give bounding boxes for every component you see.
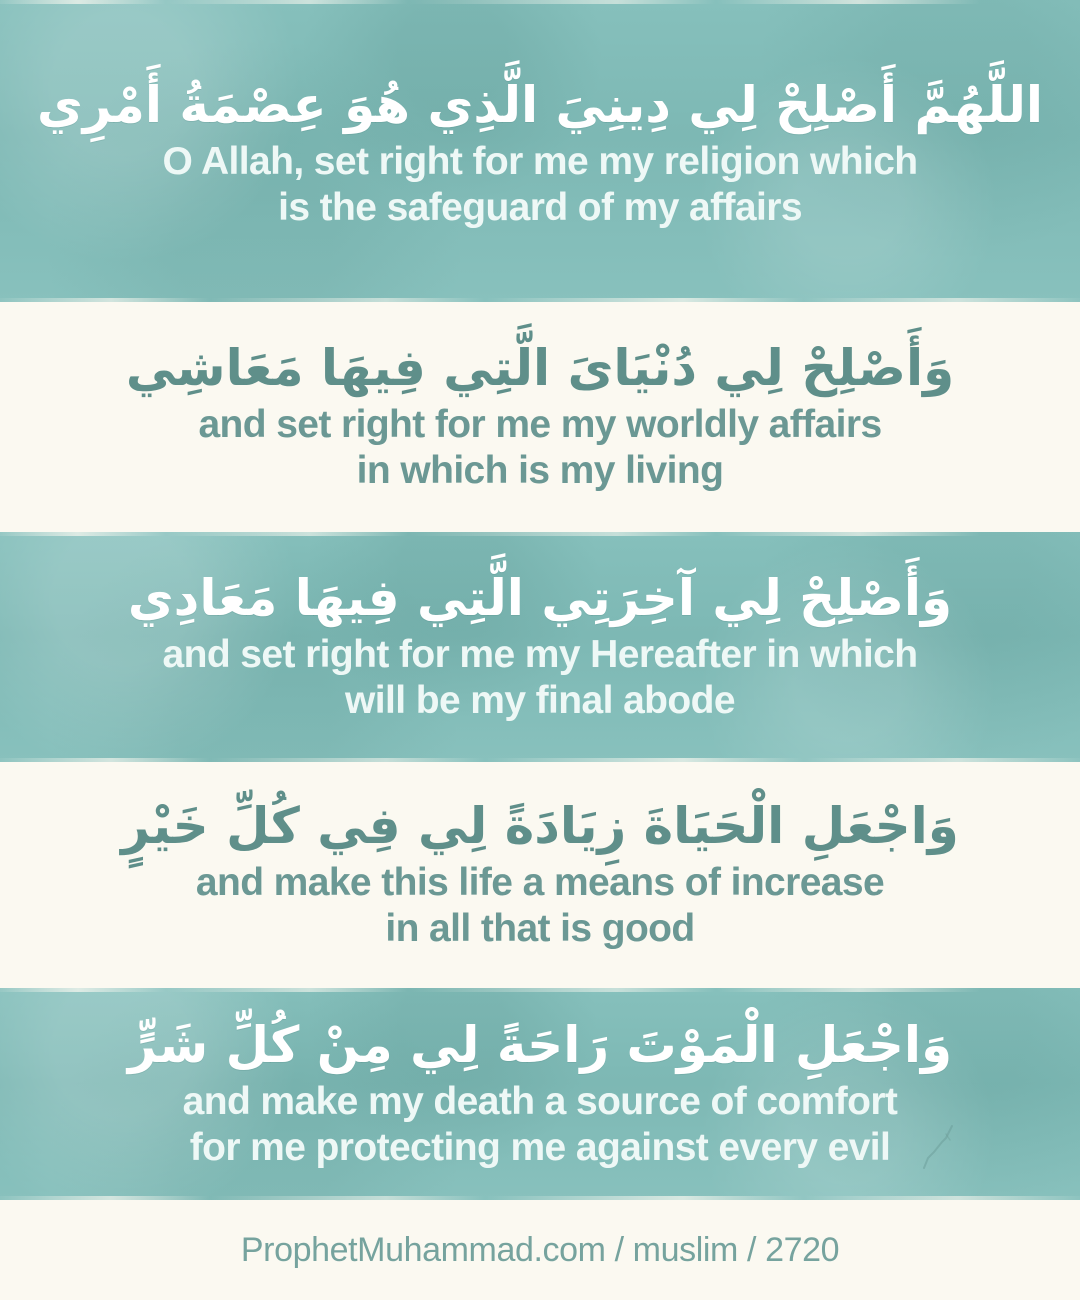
arabic-line-2: وَأَصْلِحْ لِي دُنْيَاىَ الَّتِي فِيهَا مَعَاشِي <box>125 339 955 398</box>
arabic-line-5: وَاجْعَلِ الْمَوْتَ رَاحَةً لِي مِنْ كُلِّ شَرٍّ <box>127 1016 953 1075</box>
english-translation-1 <box>160 139 920 229</box>
translation-line-2b: in which is my living <box>356 448 724 492</box>
arabic-line-4: وَاجْعَلِ الْحَيَاةَ زِيَادَةً لِي فِي كُلِّ خَيْرٍ <box>121 797 959 856</box>
source-reference: ProphetMuhammad.com / muslim / 2720 <box>240 1230 840 1269</box>
translation-line-4a: and make this life a means of increase <box>195 861 885 905</box>
dua-section-3 <box>0 532 1080 762</box>
translation-line-5b: for me protecting me against every evil <box>189 1125 891 1169</box>
translation-line-3b: will be my final abode <box>345 678 735 722</box>
translation-line-3a: and set right for me my Hereafter in which <box>162 633 918 677</box>
translation-line-2a: and set right for me my worldly affairs <box>198 403 882 447</box>
dua-section-2 <box>0 302 1080 532</box>
arabic-line-1: اللَّهُمَّ أَصْلِحْ لِي دِينِيَ الَّذِي هُوَ عِصْمَةُ أَمْرِي <box>36 76 1043 135</box>
translation-line-1a: O Allah, set right for me my religion which <box>162 140 918 184</box>
english-translation-4 <box>160 860 920 950</box>
source-footer <box>0 1200 1080 1300</box>
translation-line-5a: and make my death a source of comfort <box>182 1080 898 1124</box>
dua-section-1 <box>0 0 1080 302</box>
translation-line-1b: is the safeguard of my affairs <box>278 185 802 229</box>
dua-section-5 <box>0 988 1080 1200</box>
arabic-line-3: وَأَصْلِحْ لِي آخِرَتِي الَّتِي فِيهَا مَعَادِي <box>127 569 953 628</box>
dua-section-4 <box>0 762 1080 988</box>
translation-line-4b: in all that is good <box>385 906 695 950</box>
english-translation-2 <box>160 402 920 492</box>
english-translation-3 <box>160 632 920 722</box>
english-translation-5 <box>160 1079 920 1169</box>
